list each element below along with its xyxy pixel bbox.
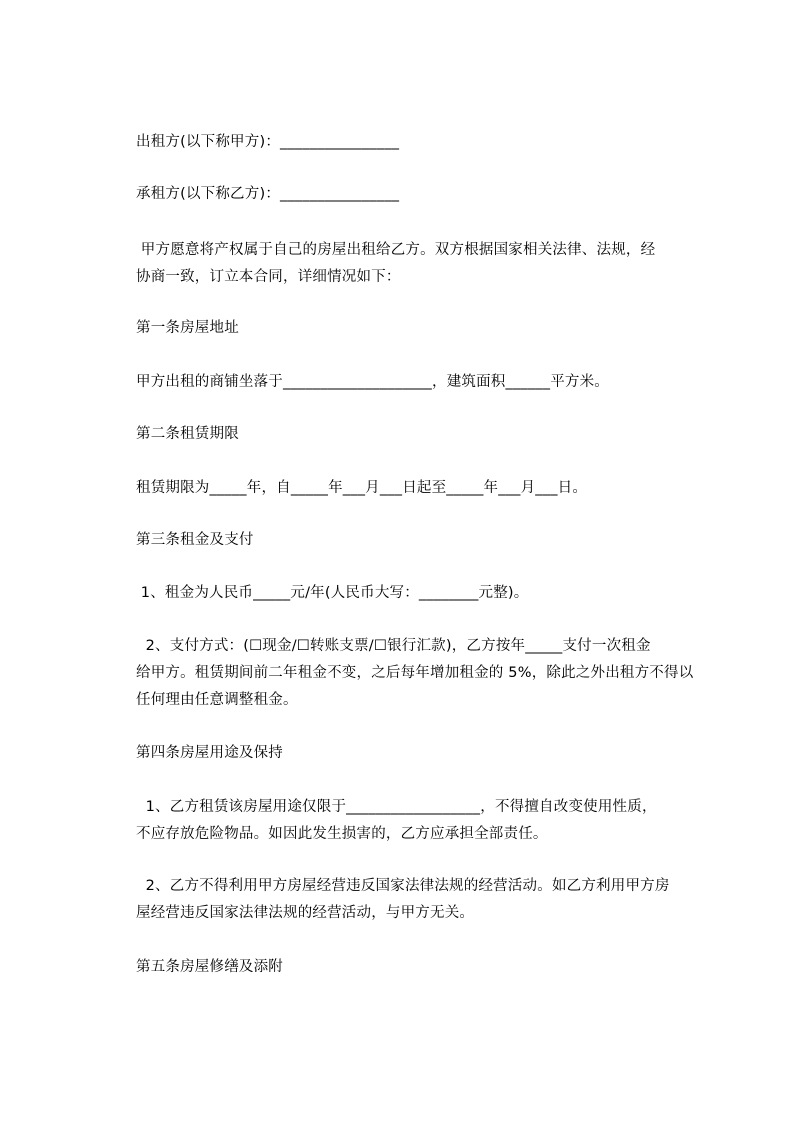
article-3-title: 第三条租金及支付: [136, 532, 254, 548]
article-1-title: 第一条房屋地址: [136, 320, 239, 336]
article-4-item-1-line-2: 不应存放危险物品。如因此发生损害的，乙方应承担全部责任。: [136, 826, 548, 842]
article-1-body: 甲方出租的商铺坐落于____________________，建筑面积______平方米。: [136, 374, 609, 390]
article-4-item-2-line-2: 屋经营违反国家法律法规的经营活动，与甲方无关。: [136, 905, 475, 921]
article-3-item-2-line-3: 任何理由任意调整租金。: [136, 692, 298, 708]
article-3-item-1: 1、租金为人民币_____元/年(人民币大写：________元整)。: [136, 585, 529, 601]
article-2-title: 第二条租赁期限: [136, 426, 239, 442]
article-4-item-1-line-1: 1、乙方租赁该房屋用途仅限于__________________，不得擅自改变使用性质，: [136, 799, 657, 815]
article-3-item-2-line-1: 2、支付方式：(☐现金/☐转账支票/☐银行汇款)，乙方按年_____支付一次租金: [136, 638, 651, 654]
article-2-body: 租赁期限为_____年，自_____年___月___日起至_____年___月___日。: [136, 480, 588, 496]
article-4-item-2-line-1: 2、乙方不得利用甲方房屋经营违反国家法律法规的经营活动。如乙方利用甲方房: [136, 878, 670, 894]
lessor-line: 出租方(以下称甲方)：________________: [136, 134, 400, 150]
article-5-title: 第五条房屋修缮及添附: [136, 959, 283, 975]
intro-paragraph-line-1: 甲方愿意将产权属于自己的房屋出租给乙方。双方根据国家相关法律、法规，经: [136, 242, 656, 258]
intro-paragraph-line-2: 协商一致，订立本合同，详细情况如下：: [136, 269, 401, 285]
article-4-title: 第四条房屋用途及保持: [136, 745, 283, 761]
article-3-item-2-line-2: 给甲方。租赁期间前二年租金不变，之后每年增加租金的 5%，除此之外出租方不得以: [136, 665, 694, 681]
lessee-line: 承租方(以下称乙方)：________________: [136, 186, 400, 202]
